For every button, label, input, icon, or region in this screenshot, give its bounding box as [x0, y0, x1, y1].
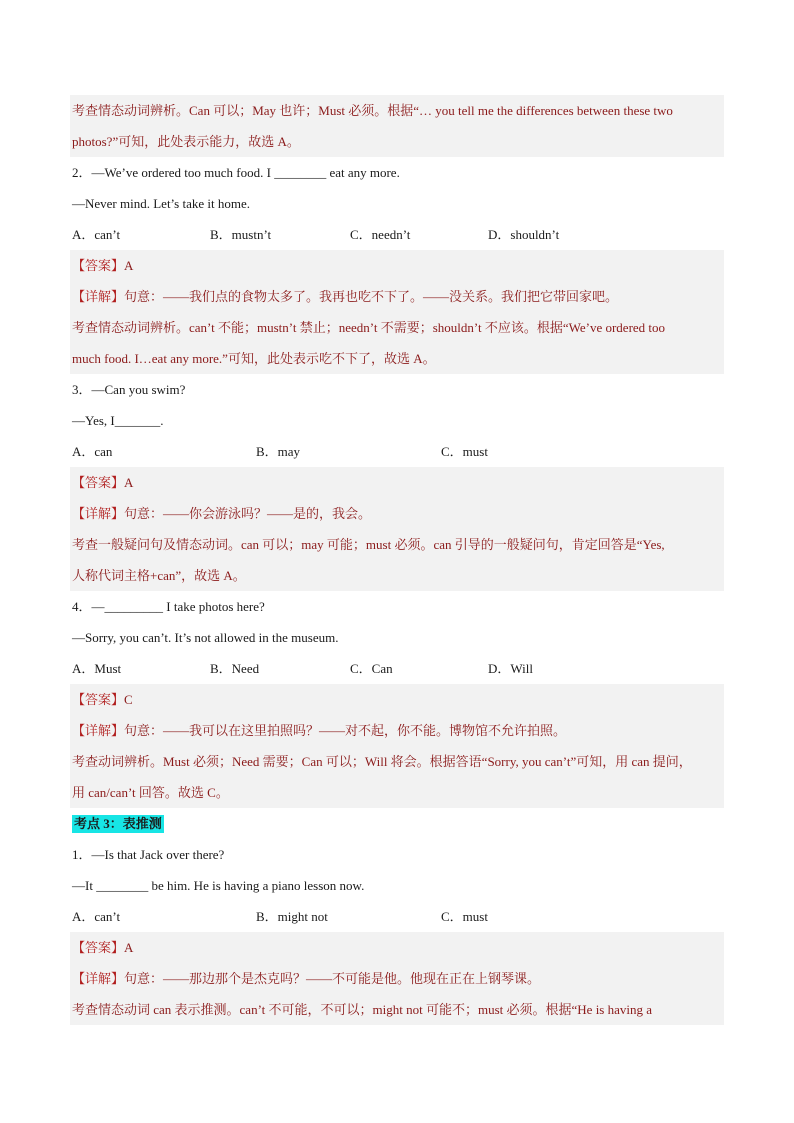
- explanation-line: 考查一般疑问句及情态动词。can 可以；may 可能；must 必须。can 引导的一般疑问句，肯定回答是“Yes,: [70, 529, 724, 560]
- answer-tag: 【答案】: [72, 258, 125, 273]
- detail-line: [70, 498, 724, 529]
- detail-text: 句意：——你会游泳吗？——是的，我会。: [124, 506, 372, 521]
- question-1-reply: —It ________ be him. He is having a piano lesson now.: [72, 878, 365, 893]
- question-4: 4．—_________ I take photos here?: [72, 599, 265, 614]
- question-4-reply: —Sorry, you can’t. It’s not allowed in the museum.: [72, 630, 339, 645]
- answer-line: [70, 250, 724, 281]
- answer-value: A: [124, 940, 134, 955]
- answer-line: [70, 684, 724, 715]
- answer-line: [70, 932, 724, 963]
- explanation-line: much food. I…eat any more.”可知，此处表示吃不下了，故选 A。: [70, 343, 724, 374]
- option-c: C．needn’t: [350, 227, 411, 242]
- option-c: C．Can: [350, 661, 393, 676]
- explanation-line: 考查情态动词 can 表示推测。can’t 不可能，不可以；might not 可能不；must 必须。根据“He is having a: [70, 994, 724, 1025]
- option-a: A．can’t: [72, 909, 121, 924]
- worksheet-page: [70, 95, 724, 1025]
- answer-tag: 【答案】: [72, 940, 125, 955]
- option-c: C．must: [441, 909, 488, 924]
- detail-text: 句意：——我们点的食物太多了。我再也吃不下了。——没关系。我们把它带回家吧。: [124, 289, 619, 304]
- explanation-line: 用 can/can’t 回答。故选 C。: [70, 777, 724, 808]
- explanation-line: 考查动词辨析。Must 必须；Need 需要；Can 可以；Will 将会。根据答语“Sorry, you can’t”可知，用 can 提问，: [70, 746, 724, 777]
- explanation-line: 考查情态动词辨析。Can 可以；May 也许；Must 必须。根据“… you tell me the differences between these two: [70, 95, 724, 126]
- option-b: B．may: [256, 444, 301, 459]
- option-b: B．mustn’t: [210, 227, 272, 242]
- question-4-options: [70, 653, 724, 684]
- answer-value: A: [124, 475, 134, 490]
- section-heading: 考点 3：表推测: [74, 816, 162, 831]
- detail-text: 句意：——我可以在这里拍照吗？——对不起，你不能。博物馆不允许拍照。: [124, 723, 567, 738]
- option-a: A．can’t: [72, 227, 121, 242]
- option-c: C．must: [441, 444, 488, 459]
- question-3-reply: —Yes, I_______.: [72, 413, 164, 428]
- option-b: B．Need: [210, 661, 260, 676]
- option-d: D．Will: [488, 661, 533, 676]
- detail-tag: 【详解】: [72, 289, 125, 304]
- answer-tag: 【答案】: [72, 475, 125, 490]
- answer-tag: 【答案】: [72, 692, 125, 707]
- question-2-options: [70, 219, 724, 250]
- detail-line: [70, 281, 724, 312]
- question-3: 3．—Can you swim?: [72, 382, 186, 397]
- question-1: 1．—Is that Jack over there?: [72, 847, 225, 862]
- answer-line: [70, 467, 724, 498]
- option-a: A．Must: [72, 661, 122, 676]
- question-2-reply: —Never mind. Let’s take it home.: [72, 196, 250, 211]
- detail-line: [70, 963, 724, 994]
- question-2: 2．—We’ve ordered too much food. I ________ eat any more.: [72, 165, 400, 180]
- section-heading-row: [70, 808, 724, 839]
- detail-tag: 【详解】: [72, 971, 125, 986]
- detail-tag: 【详解】: [72, 723, 125, 738]
- explanation-line: 考查情态动词辨析。can’t 不能；mustn’t 禁止；needn’t 不需要；shouldn’t 不应该。根据“We’ve ordered too: [70, 312, 724, 343]
- question-3-options: [70, 436, 724, 467]
- detail-tag: 【详解】: [72, 506, 125, 521]
- detail-line: [70, 715, 724, 746]
- question-1-options: [70, 901, 724, 932]
- detail-text: 句意：——那边那个是杰克吗？——不可能是他。他现在正在上钢琴课。: [124, 971, 541, 986]
- explanation-line: 人称代词主格+can”，故选 A。: [70, 560, 724, 591]
- option-b: B．might not: [256, 909, 328, 924]
- explanation-line: photos?”可知，此处表示能力，故选 A。: [70, 126, 724, 157]
- option-a: A．can: [72, 444, 113, 459]
- option-d: D．shouldn’t: [488, 227, 560, 242]
- answer-value: C: [124, 692, 133, 707]
- answer-value: A: [124, 258, 134, 273]
